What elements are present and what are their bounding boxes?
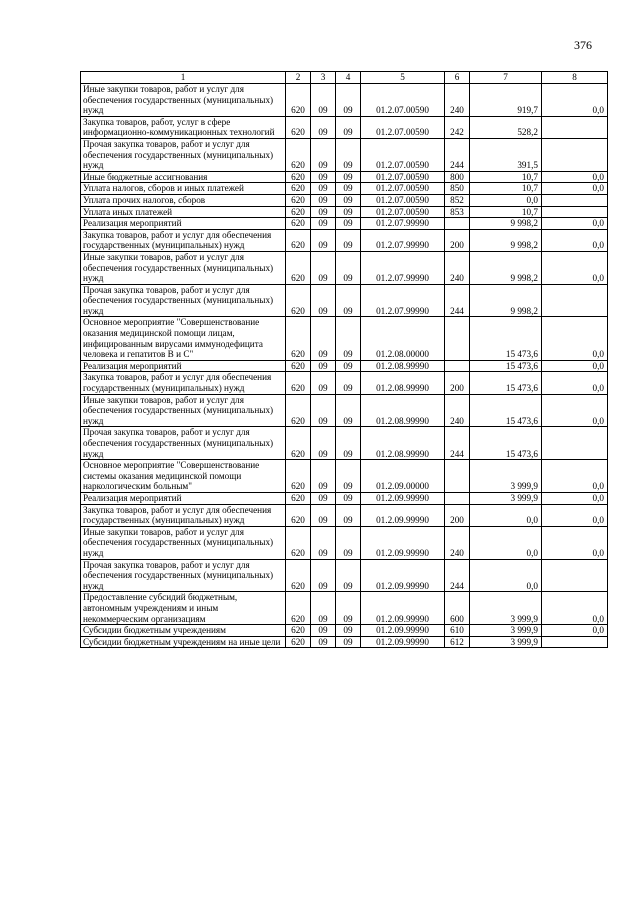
row-amount: 3 999,9 — [470, 492, 542, 504]
table-row — [81, 460, 608, 493]
table-row — [81, 116, 608, 138]
row-description: Иные закупки товаров, работ и услуг для обеспечения государственных (муниципальных) нужд — [81, 84, 286, 117]
row-ministry-code: 620 — [286, 559, 311, 592]
row-subsection-code: 09 — [336, 625, 361, 637]
page-number: 376 — [574, 38, 592, 52]
row-target-article: 01.2.07.99990 — [361, 251, 445, 284]
table-body — [81, 84, 608, 648]
row-amount: 0,0 — [470, 559, 542, 592]
column-header-8: 8 — [542, 72, 608, 84]
row-target-article: 01.2.09.99990 — [361, 504, 445, 526]
row-amount-2 — [542, 636, 608, 648]
row-target-article: 01.2.09.99990 — [361, 636, 445, 648]
row-ministry-code: 620 — [286, 526, 311, 559]
row-section-code: 09 — [311, 625, 336, 637]
row-section-code: 09 — [311, 372, 336, 394]
row-amount-2 — [542, 116, 608, 138]
table-row — [81, 194, 608, 206]
table-row — [81, 218, 608, 230]
row-description: Закупка товаров, работ, услуг в сфере информационно-коммуникационных технологий — [81, 116, 286, 138]
row-description: Прочая закупка товаров, работ и услуг для обеспечения государственных (муниципальных) нужд — [81, 559, 286, 592]
row-ministry-code: 620 — [286, 194, 311, 206]
row-amount: 15 473,6 — [470, 317, 542, 360]
row-amount: 0,0 — [470, 194, 542, 206]
row-subsection-code: 09 — [336, 636, 361, 648]
row-expense-type: 244 — [445, 138, 470, 171]
row-target-article: 01.2.09.99990 — [361, 592, 445, 625]
row-section-code: 09 — [311, 116, 336, 138]
row-subsection-code: 09 — [336, 284, 361, 317]
row-description: Иные закупки товаров, работ и услуг для обеспечения государственных (муниципальных) нужд — [81, 251, 286, 284]
row-target-article: 01.2.07.00590 — [361, 183, 445, 195]
row-target-article: 01.2.09.99990 — [361, 625, 445, 637]
row-target-article: 01.2.08.99990 — [361, 372, 445, 394]
row-ministry-code: 620 — [286, 427, 311, 460]
row-subsection-code: 09 — [336, 372, 361, 394]
row-description: Закупка товаров, работ и услуг для обеспечения государственных (муниципальных) нужд — [81, 504, 286, 526]
row-subsection-code: 09 — [336, 84, 361, 117]
row-target-article: 01.2.08.00000 — [361, 317, 445, 360]
row-section-code: 09 — [311, 460, 336, 493]
column-header-4: 4 — [336, 72, 361, 84]
row-section-code: 09 — [311, 171, 336, 183]
row-description: Прочая закупка товаров, работ и услуг для обеспечения государственных (муниципальных) нужд — [81, 284, 286, 317]
row-amount: 15 473,6 — [470, 427, 542, 460]
row-amount-2: 0,0 — [542, 229, 608, 251]
table-row — [81, 284, 608, 317]
row-amount-2: 0,0 — [542, 492, 608, 504]
row-amount: 919,7 — [470, 84, 542, 117]
row-amount: 15 473,6 — [470, 372, 542, 394]
column-header-6: 6 — [445, 72, 470, 84]
row-target-article: 01.2.07.99990 — [361, 229, 445, 251]
row-amount: 3 999,9 — [470, 592, 542, 625]
row-amount: 391,5 — [470, 138, 542, 171]
row-description: Иные закупки товаров, работ и услуг для обеспечения государственных (муниципальных) нужд — [81, 526, 286, 559]
row-ministry-code: 620 — [286, 394, 311, 427]
row-expense-type: 612 — [445, 636, 470, 648]
column-header-1: 1 — [81, 72, 286, 84]
row-section-code: 09 — [311, 251, 336, 284]
row-description: Иные бюджетные ассигнования — [81, 171, 286, 183]
row-ministry-code: 620 — [286, 116, 311, 138]
row-amount-2 — [542, 559, 608, 592]
row-subsection-code: 09 — [336, 116, 361, 138]
row-ministry-code: 620 — [286, 625, 311, 637]
row-expense-type: 244 — [445, 284, 470, 317]
row-section-code: 09 — [311, 592, 336, 625]
row-target-article: 01.2.07.00590 — [361, 138, 445, 171]
table-row — [81, 526, 608, 559]
row-amount-2: 0,0 — [542, 360, 608, 372]
row-amount: 9 998,2 — [470, 251, 542, 284]
row-subsection-code: 09 — [336, 171, 361, 183]
row-expense-type: 240 — [445, 84, 470, 117]
row-section-code: 09 — [311, 183, 336, 195]
row-expense-type: 242 — [445, 116, 470, 138]
row-expense-type: 852 — [445, 194, 470, 206]
row-amount: 9 998,2 — [470, 218, 542, 230]
row-section-code: 09 — [311, 138, 336, 171]
row-ministry-code: 620 — [286, 360, 311, 372]
table-row — [81, 317, 608, 360]
row-section-code: 09 — [311, 492, 336, 504]
budget-table — [80, 71, 608, 648]
row-amount: 10,7 — [470, 183, 542, 195]
row-amount-2: 0,0 — [542, 394, 608, 427]
row-section-code: 09 — [311, 206, 336, 218]
table-row — [81, 138, 608, 171]
row-subsection-code: 09 — [336, 317, 361, 360]
row-description: Уплата прочих налогов, сборов — [81, 194, 286, 206]
table-header-row — [81, 72, 608, 84]
row-subsection-code: 09 — [336, 218, 361, 230]
row-amount: 9 998,2 — [470, 284, 542, 317]
row-amount-2: 0,0 — [542, 251, 608, 284]
row-subsection-code: 09 — [336, 526, 361, 559]
row-target-article: 01.2.07.00590 — [361, 84, 445, 117]
row-section-code: 09 — [311, 394, 336, 427]
table-row — [81, 559, 608, 592]
row-amount-2 — [542, 206, 608, 218]
table-row — [81, 372, 608, 394]
row-target-article: 01.2.09.00000 — [361, 460, 445, 493]
row-expense-type — [445, 218, 470, 230]
row-amount-2: 0,0 — [542, 504, 608, 526]
row-subsection-code: 09 — [336, 427, 361, 460]
row-section-code: 09 — [311, 229, 336, 251]
row-expense-type: 244 — [445, 559, 470, 592]
row-amount-2 — [542, 194, 608, 206]
row-expense-type: 244 — [445, 427, 470, 460]
row-amount: 0,0 — [470, 526, 542, 559]
row-subsection-code: 09 — [336, 138, 361, 171]
table-row — [81, 504, 608, 526]
row-subsection-code: 09 — [336, 460, 361, 493]
row-target-article: 01.2.07.00590 — [361, 194, 445, 206]
row-description: Основное мероприятие "Совершенствование оказания медицинской помощи лицам, инфицированным вирусами иммунодефицита человека и гепатитов В и С" — [81, 317, 286, 360]
row-ministry-code: 620 — [286, 251, 311, 284]
table-row — [81, 229, 608, 251]
table-row — [81, 360, 608, 372]
row-ministry-code: 620 — [286, 284, 311, 317]
row-amount: 9 998,2 — [470, 229, 542, 251]
row-amount: 3 999,9 — [470, 625, 542, 637]
row-description: Реализация мероприятий — [81, 360, 286, 372]
row-expense-type: 800 — [445, 171, 470, 183]
row-ministry-code: 620 — [286, 317, 311, 360]
row-amount: 3 999,9 — [470, 460, 542, 493]
row-section-code: 09 — [311, 218, 336, 230]
column-header-7: 7 — [470, 72, 542, 84]
table-row — [81, 625, 608, 637]
table-row — [81, 636, 608, 648]
row-subsection-code: 09 — [336, 206, 361, 218]
row-description: Закупка товаров, работ и услуг для обеспечения государственных (муниципальных) нужд — [81, 372, 286, 394]
table-row — [81, 84, 608, 117]
row-target-article: 01.2.07.00590 — [361, 206, 445, 218]
row-section-code: 09 — [311, 194, 336, 206]
row-target-article: 01.2.07.00590 — [361, 171, 445, 183]
row-description: Реализация мероприятий — [81, 492, 286, 504]
table-row — [81, 427, 608, 460]
row-section-code: 09 — [311, 317, 336, 360]
row-target-article: 01.2.08.99990 — [361, 394, 445, 427]
table-row — [81, 251, 608, 284]
row-amount-2: 0,0 — [542, 625, 608, 637]
table-row — [81, 492, 608, 504]
table-row — [81, 394, 608, 427]
row-amount-2: 0,0 — [542, 218, 608, 230]
row-ministry-code: 620 — [286, 636, 311, 648]
table-row — [81, 206, 608, 218]
row-ministry-code: 620 — [286, 492, 311, 504]
row-ministry-code: 620 — [286, 372, 311, 394]
row-amount-2: 0,0 — [542, 526, 608, 559]
row-amount: 0,0 — [470, 504, 542, 526]
row-amount: 3 999,9 — [470, 636, 542, 648]
row-section-code: 09 — [311, 284, 336, 317]
row-description: Уплата иных платежей — [81, 206, 286, 218]
row-subsection-code: 09 — [336, 559, 361, 592]
row-target-article: 01.2.07.00590 — [361, 116, 445, 138]
row-ministry-code: 620 — [286, 138, 311, 171]
row-expense-type: 200 — [445, 372, 470, 394]
row-amount-2: 0,0 — [542, 317, 608, 360]
row-subsection-code: 09 — [336, 592, 361, 625]
column-header-2: 2 — [286, 72, 311, 84]
row-amount-2 — [542, 427, 608, 460]
row-section-code: 09 — [311, 504, 336, 526]
row-ministry-code: 620 — [286, 84, 311, 117]
row-expense-type: 200 — [445, 504, 470, 526]
row-ministry-code: 620 — [286, 460, 311, 493]
row-target-article: 01.2.09.99990 — [361, 559, 445, 592]
row-subsection-code: 09 — [336, 492, 361, 504]
row-ministry-code: 620 — [286, 183, 311, 195]
row-section-code: 09 — [311, 84, 336, 117]
row-amount: 15 473,6 — [470, 394, 542, 427]
row-amount: 528,2 — [470, 116, 542, 138]
row-subsection-code: 09 — [336, 394, 361, 427]
row-amount: 15 473,6 — [470, 360, 542, 372]
row-subsection-code: 09 — [336, 229, 361, 251]
row-expense-type: 240 — [445, 526, 470, 559]
row-subsection-code: 09 — [336, 194, 361, 206]
row-ministry-code: 620 — [286, 171, 311, 183]
row-description: Иные закупки товаров, работ и услуг для обеспечения государственных (муниципальных) нужд — [81, 394, 286, 427]
row-amount-2: 0,0 — [542, 460, 608, 493]
row-section-code: 09 — [311, 360, 336, 372]
row-target-article: 01.2.09.99990 — [361, 526, 445, 559]
row-amount-2 — [542, 138, 608, 171]
row-description: Субсидии бюджетным учреждениям — [81, 625, 286, 637]
row-target-article: 01.2.09.99990 — [361, 492, 445, 504]
row-expense-type: 240 — [445, 251, 470, 284]
row-amount: 10,7 — [470, 171, 542, 183]
row-description: Реализация мероприятий — [81, 218, 286, 230]
column-header-3: 3 — [311, 72, 336, 84]
row-ministry-code: 620 — [286, 206, 311, 218]
row-expense-type — [445, 317, 470, 360]
row-amount-2: 0,0 — [542, 372, 608, 394]
row-section-code: 09 — [311, 636, 336, 648]
column-header-5: 5 — [361, 72, 445, 84]
row-subsection-code: 09 — [336, 251, 361, 284]
row-amount-2: 0,0 — [542, 592, 608, 625]
row-subsection-code: 09 — [336, 360, 361, 372]
row-expense-type: 600 — [445, 592, 470, 625]
table-row — [81, 592, 608, 625]
row-amount-2 — [542, 284, 608, 317]
row-amount-2: 0,0 — [542, 84, 608, 117]
row-description: Закупка товаров, работ и услуг для обеспечения государственных (муниципальных) нужд — [81, 229, 286, 251]
row-amount: 10,7 — [470, 206, 542, 218]
row-subsection-code: 09 — [336, 183, 361, 195]
table-row — [81, 171, 608, 183]
row-ministry-code: 620 — [286, 229, 311, 251]
row-amount-2: 0,0 — [542, 183, 608, 195]
row-ministry-code: 620 — [286, 592, 311, 625]
row-subsection-code: 09 — [336, 504, 361, 526]
row-ministry-code: 620 — [286, 218, 311, 230]
row-ministry-code: 620 — [286, 504, 311, 526]
row-expense-type — [445, 492, 470, 504]
row-description: Прочая закупка товаров, работ и услуг для обеспечения государственных (муниципальных) нужд — [81, 138, 286, 171]
row-description: Предоставление субсидий бюджетным, автономным учреждениям и иным некоммерческим организациям — [81, 592, 286, 625]
row-expense-type: 853 — [445, 206, 470, 218]
row-description: Основное мероприятие "Совершенствование системы оказания медицинской помощи наркологическим больным" — [81, 460, 286, 493]
row-expense-type — [445, 360, 470, 372]
row-amount-2: 0,0 — [542, 171, 608, 183]
row-section-code: 09 — [311, 427, 336, 460]
row-expense-type: 850 — [445, 183, 470, 195]
row-expense-type: 610 — [445, 625, 470, 637]
row-description: Субсидии бюджетным учреждениям на иные цели — [81, 636, 286, 648]
row-target-article: 01.2.07.99990 — [361, 218, 445, 230]
row-target-article: 01.2.07.99990 — [361, 284, 445, 317]
row-target-article: 01.2.08.99990 — [361, 427, 445, 460]
row-section-code: 09 — [311, 526, 336, 559]
row-description: Уплата налогов, сборов и иных платежей — [81, 183, 286, 195]
row-expense-type: 200 — [445, 229, 470, 251]
row-section-code: 09 — [311, 559, 336, 592]
row-expense-type: 240 — [445, 394, 470, 427]
table-row — [81, 183, 608, 195]
row-target-article: 01.2.08.99990 — [361, 360, 445, 372]
row-description: Прочая закупка товаров, работ и услуг для обеспечения государственных (муниципальных) нужд — [81, 427, 286, 460]
row-expense-type — [445, 460, 470, 493]
